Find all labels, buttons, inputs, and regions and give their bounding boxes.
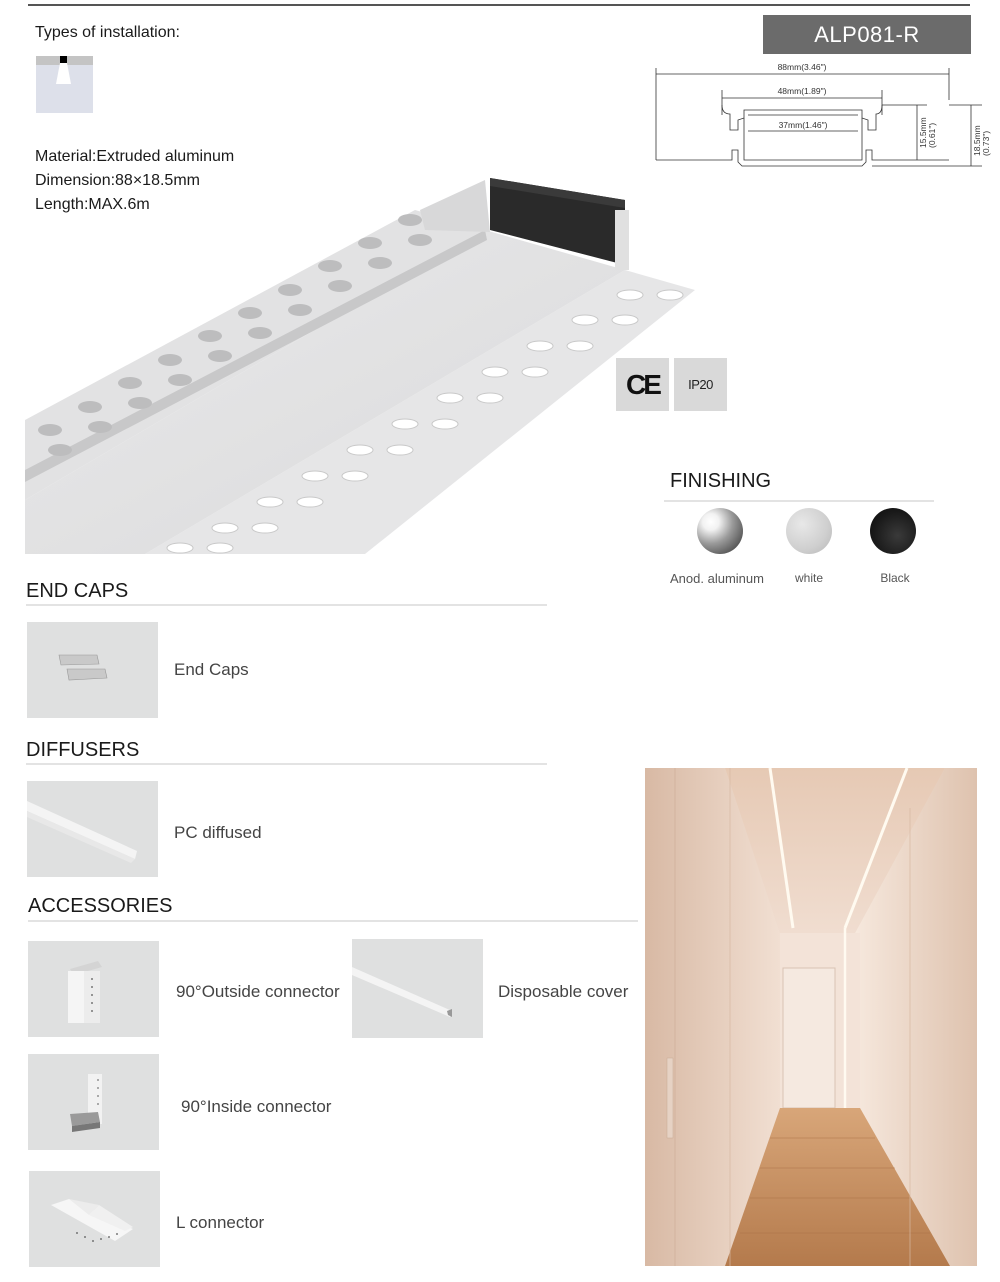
accessories-divider: [28, 920, 638, 922]
application-photo-hallway: [645, 768, 977, 1266]
finish-label-anodized: Anod. aluminum: [670, 571, 764, 586]
finishing-title: FINISHING: [670, 470, 772, 492]
disposable-cover-label: Disposable cover: [498, 982, 629, 1001]
finishing-divider: [664, 500, 934, 502]
dim-inner-height: 15.5mm: [918, 117, 928, 148]
end-caps-divider: [26, 604, 547, 606]
profile-product-render: [25, 170, 700, 554]
l-connector-label: L connector: [176, 1213, 265, 1232]
finish-label-black: Black: [880, 571, 910, 585]
finish-swatch-anodized[interactable]: [697, 508, 743, 554]
dim-overall-width: 88mm(3.46"): [777, 62, 827, 72]
installation-label: Types of installation:: [35, 24, 180, 41]
model-badge: ALP081-R: [763, 15, 971, 54]
end-caps-label: End Caps: [174, 660, 249, 679]
profile-dimension-drawing: [652, 60, 992, 180]
spec-dimension: Dimension:88×18.5mm: [35, 172, 200, 189]
ce-mark-icon: CE: [616, 358, 669, 411]
dim-inner-height-in: (0.61"): [927, 122, 937, 148]
accessories-title: ACCESSORIES: [28, 895, 173, 917]
dim-overall-height-in: (0.73"): [981, 130, 991, 156]
inside-connector-thumbnail[interactable]: [28, 1054, 159, 1150]
end-caps-thumbnail[interactable]: [27, 622, 158, 718]
l-connector-thumbnail[interactable]: [29, 1171, 160, 1267]
recessed-installation-icon: [36, 56, 93, 113]
finish-label-white: white: [794, 571, 823, 585]
dim-channel-width: 37mm(1.46"): [778, 120, 828, 130]
dim-inner-width: 48mm(1.89"): [777, 86, 827, 96]
spec-material: Material:Extruded aluminum: [35, 148, 235, 165]
top-divider: [28, 4, 970, 6]
inside-connector-label: 90°Inside connector: [181, 1097, 332, 1116]
outside-connector-label: 90°Outside connector: [176, 982, 340, 1001]
outside-connector-thumbnail[interactable]: [28, 941, 159, 1037]
end-caps-title: END CAPS: [26, 580, 129, 602]
diffuser-label: PC diffused: [174, 823, 262, 842]
diffusers-divider: [26, 763, 547, 765]
diffusers-title: DIFFUSERS: [26, 739, 140, 761]
disposable-cover-thumbnail[interactable]: [352, 939, 483, 1038]
ip20-icon: IP20: [674, 358, 727, 411]
finish-swatch-white[interactable]: [786, 508, 832, 554]
spec-length: Length:MAX.6m: [35, 196, 150, 213]
finish-swatch-black[interactable]: [870, 508, 916, 554]
dim-overall-height: 18.5mm: [972, 125, 982, 156]
diffuser-thumbnail[interactable]: [27, 781, 158, 877]
